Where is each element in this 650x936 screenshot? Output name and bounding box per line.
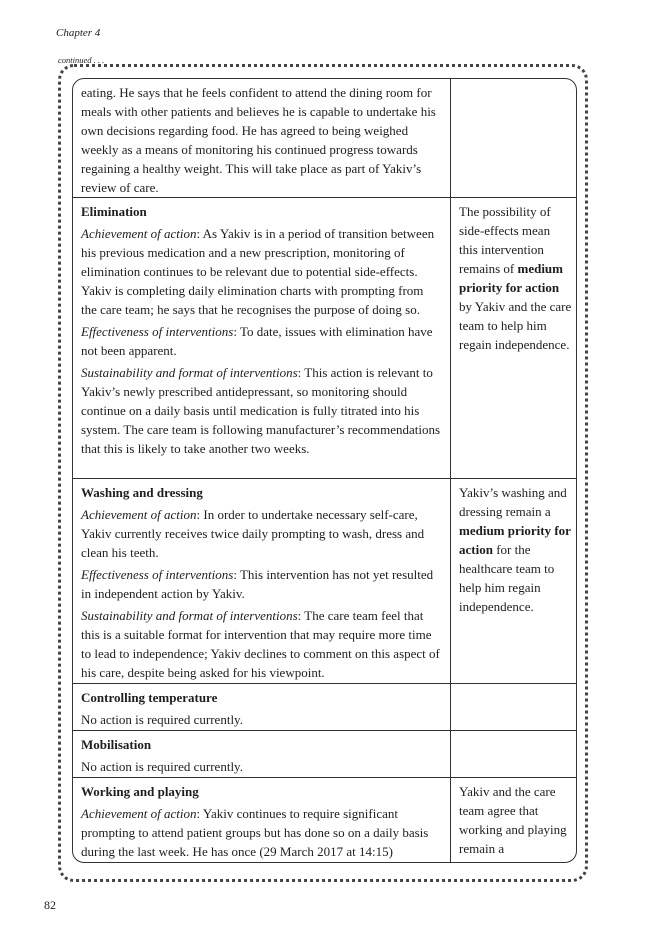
- paragraph-text: : In order to undertake necessary self-care, Yakiv currently receives twice daily prompting to wash, dress and clean his teeth.: [81, 507, 425, 560]
- paragraph-label: Sustainability and format of interventions: [81, 365, 298, 380]
- paragraph: [81, 804, 442, 861]
- paragraph-text: No action is required currently.: [81, 759, 243, 774]
- table-cell-left: [73, 731, 451, 777]
- paragraph: [81, 83, 442, 197]
- page-number: 82: [44, 898, 56, 912]
- paragraph-label: Achievement of action: [81, 806, 197, 821]
- priority-level: medium priority for action: [459, 261, 563, 295]
- paragraph-label: Effectiveness of interventions: [81, 324, 234, 339]
- paragraph-text: : As Yakiv is in a period of transition between his previous medication and a new prescription, monitoring of elimination continues to be relevant due to potential side-effects. Yakiv is completing daily elimination charts with prompting from the care team; he says that he recognises the purpose of doing so.: [81, 226, 435, 317]
- care-plan-table: [72, 78, 577, 863]
- row-heading: Working and playing: [81, 784, 199, 799]
- paragraph-label: Achievement of action: [81, 226, 197, 241]
- table-cell-left: [73, 198, 451, 478]
- table-cell-left: [73, 479, 451, 683]
- paragraph: [81, 757, 442, 776]
- paragraph: [81, 606, 442, 682]
- row-heading: Washing and dressing: [81, 485, 203, 500]
- priority-text-before: Yakiv’s washing and dressing remain a: [459, 485, 567, 519]
- paragraph-text: : To date, issues with elimination have not been apparent.: [81, 324, 433, 358]
- table-cell-right: [451, 731, 577, 777]
- priority-level: medium priority for action: [459, 523, 571, 557]
- table-row-eating: [73, 79, 576, 198]
- paragraph-text: : Yakiv continues to require significant prompting to attend patient groups but has done so on a daily basis during the last week. He has once (29 March 2017 at 14:15): [81, 806, 429, 859]
- continued-label: continued . . .: [58, 55, 105, 65]
- table-cell-right: [451, 479, 577, 683]
- priority-text-before: Yakiv and the care team agree that working and playing remain a: [459, 784, 567, 856]
- paragraph: [81, 710, 442, 729]
- row-heading: Mobilisation: [81, 737, 152, 752]
- table-cell-left: [73, 684, 451, 730]
- table-cell-right: [451, 79, 577, 197]
- paragraph: [81, 565, 442, 603]
- paragraph-text: : This action is relevant to Yakiv’s newly prescribed antidepressant, so monitoring should continue on a daily basis until medication is fully titrated into his system. The care team is following manufacturer’s recommendations that this is likely to take another two weeks.: [81, 365, 441, 456]
- table-cell-right: [451, 198, 577, 478]
- paragraph: [81, 322, 442, 360]
- paragraph-text: No action is required currently.: [81, 712, 243, 727]
- paragraph-label: Sustainability and format of interventions: [81, 608, 298, 623]
- paragraph: [81, 363, 442, 458]
- table-row-working-playing: [73, 778, 576, 863]
- table-row-washing-dressing: [73, 479, 576, 684]
- table-cell-left: [73, 79, 451, 197]
- table-cell-right: [451, 778, 577, 863]
- paragraph: [81, 224, 442, 319]
- paragraph-text: eating. He says that he feels confident to attend the dining room for meals with other patients and believes he is capable to undertake his own decisions regarding food. He has agreed to being weighed weekly as a means of monitoring his continued progress towards regaining a healthy weight. This will take place as part of Yakiv’s review of care.: [81, 85, 436, 195]
- paragraph-text: : This intervention has not yet resulted in independent action by Yakiv.: [81, 567, 434, 601]
- priority-text-before: The possibility of side-effects mean this intervention remains of: [459, 204, 551, 276]
- paragraph-text: : The care team feel that this is a suitable format for intervention that may require more time to lead to independence; Yakiv declines to comment on this aspect of his care, despite being asked for his viewpoint.: [81, 608, 440, 680]
- table-cell-left: [73, 778, 451, 863]
- priority-text-after: by Yakiv and the care team to help him regain independence.: [459, 299, 572, 352]
- row-heading: Elimination: [81, 204, 147, 219]
- table-cell-right: [451, 684, 577, 730]
- paragraph-label: Achievement of action: [81, 507, 197, 522]
- table-row-elimination: [73, 198, 576, 479]
- table-row-controlling-temperature: [73, 684, 576, 731]
- row-heading: Controlling temperature: [81, 690, 218, 705]
- paragraph-label: Effectiveness of interventions: [81, 567, 234, 582]
- chapter-header: Chapter 4: [56, 27, 101, 39]
- paragraph: [81, 505, 442, 562]
- priority-text-after: for the healthcare team to help him regain independence.: [459, 542, 555, 614]
- table-row-mobilisation: [73, 731, 576, 778]
